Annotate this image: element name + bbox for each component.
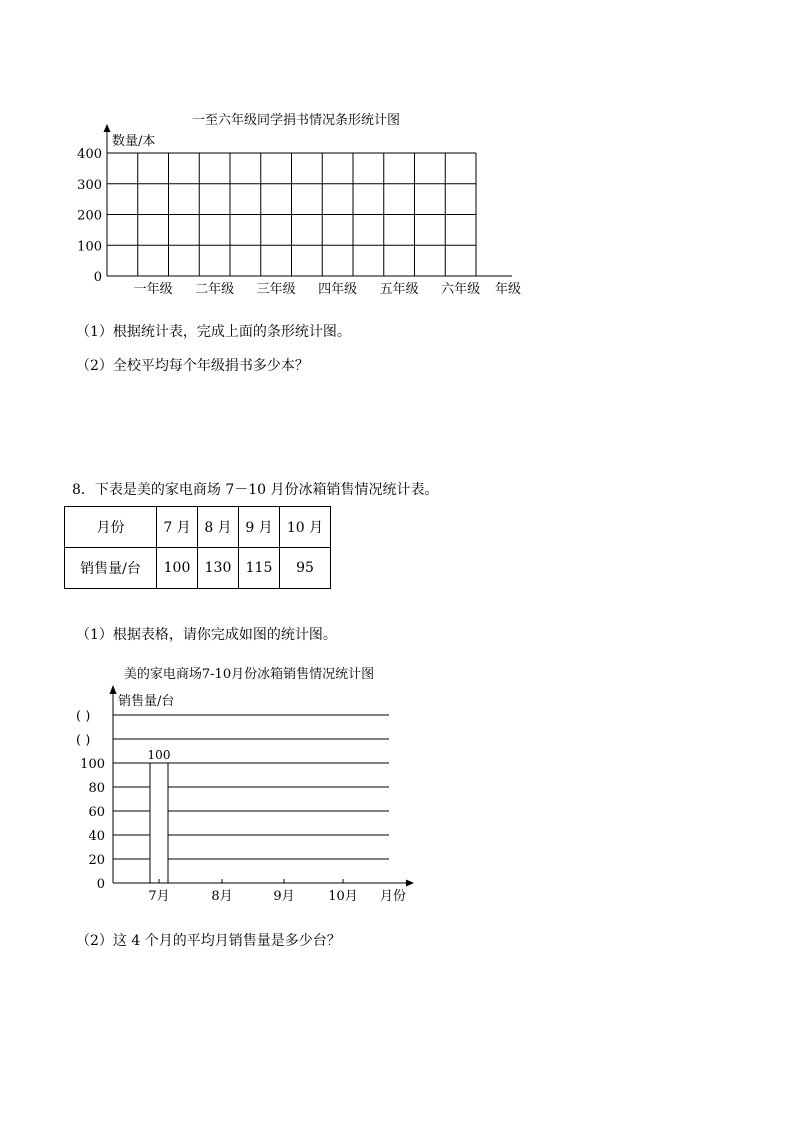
table-cell: 100 [157, 548, 198, 589]
chart2-y-ticks [76, 709, 105, 892]
y-tick-label: 60 [88, 805, 105, 820]
table-cell: 月份 [65, 507, 157, 548]
chart2-bars [148, 748, 171, 883]
table-cell: 115 [239, 548, 280, 589]
chart1-y-unit: 数量/本 [112, 134, 156, 149]
y-tick-label: 20 [88, 853, 105, 868]
x-category-label: 9月 [273, 889, 295, 904]
question-3-text: （1）根据表格，请你完成如图的统计图。 [76, 627, 337, 643]
table-cell: 95 [280, 548, 331, 589]
x-category-label: 8月 [211, 889, 233, 904]
question-4-text: （2）这 4 个月的平均月销售量是多少台？ [76, 933, 341, 949]
chart2-x-unit: 月份 [380, 889, 407, 904]
chart1-y-ticks [77, 147, 102, 285]
table-cell: 7 月 [157, 507, 198, 548]
y-tick-label: 200 [77, 208, 102, 224]
question-2-text: （2）全校平均每个年级捐书多少本？ [76, 358, 309, 374]
blank-tick-label: ( ) [76, 709, 91, 724]
chart1-y-arrow [104, 124, 111, 132]
fridge-sales-chart [0, 655, 440, 905]
y-tick-label: 0 [93, 270, 102, 285]
chart2-y-arrow [110, 685, 117, 694]
chart2-title: 美的家电商场7-10月份冰箱销售情况统计图 [123, 667, 375, 682]
x-category-label: 三年级 [256, 282, 296, 297]
chart1-x-categories [134, 281, 481, 297]
table-cell: 130 [198, 548, 239, 589]
y-tick-label: 80 [88, 781, 105, 796]
y-tick-label: 300 [77, 177, 102, 193]
x-category-label: 10月 [328, 889, 358, 904]
table-cell: 8 月 [198, 507, 239, 548]
x-category-label: 六年级 [441, 282, 481, 297]
bar-data-label: 100 [147, 748, 171, 762]
sales-table [64, 506, 331, 589]
table-cell: 9 月 [239, 507, 280, 548]
y-tick-label: 400 [77, 147, 102, 162]
problem-8-text: 8．下表是美的家电商场 7－10 月份冰箱销售情况统计表。 [72, 482, 439, 498]
x-category-label: 7月 [148, 889, 170, 904]
chart1-title: 一至六年级同学捐书情况条形统计图 [191, 113, 401, 128]
x-category-label: 一年级 [133, 282, 173, 297]
book-donation-chart [0, 100, 560, 310]
x-category-label: 二年级 [195, 282, 235, 297]
table-cell: 销售量/台 [65, 548, 157, 589]
x-category-label: 五年级 [379, 282, 419, 297]
bar-7 [150, 763, 168, 883]
question-1-text: （1）根据统计表，完成上面的条形统计图。 [76, 324, 351, 340]
table-cell: 10 月 [280, 507, 331, 548]
y-tick-label: 100 [77, 239, 102, 255]
y-tick-label: 40 [88, 829, 105, 844]
x-category-label: 四年级 [318, 282, 358, 297]
table-row [65, 548, 331, 589]
table-header-row [65, 507, 331, 548]
y-tick-label: 100 [80, 757, 105, 772]
chart1-x-unit: 年级 [495, 282, 522, 297]
blank-tick-label: ( ) [76, 733, 91, 748]
y-tick-label: 0 [96, 877, 105, 892]
chart2-x-arrow [406, 880, 414, 887]
chart2-y-unit: 销售量/台 [118, 694, 175, 709]
chart1-grid [107, 153, 476, 276]
